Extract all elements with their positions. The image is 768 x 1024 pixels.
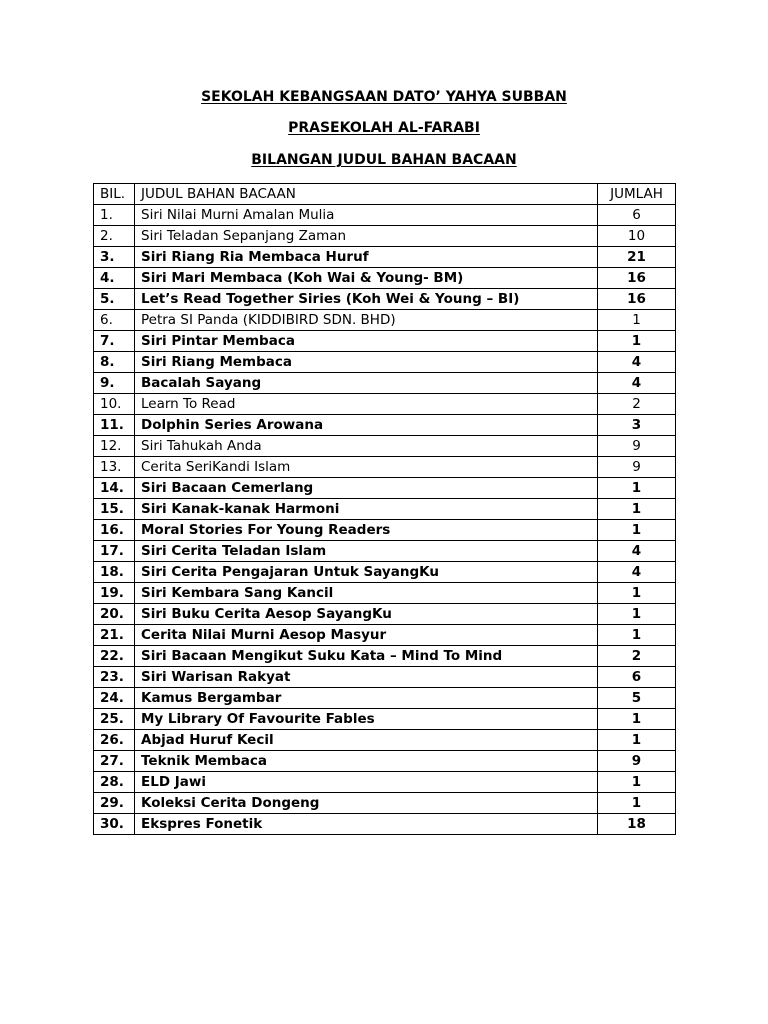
- row-number-cell: 5.: [94, 289, 135, 310]
- row-count-cell: 1: [598, 331, 676, 352]
- row-title-cell: Dolphin Series Arowana: [135, 415, 598, 436]
- row-number-cell: 10.: [94, 394, 135, 415]
- row-number-cell: 23.: [94, 667, 135, 688]
- row-number-cell: 1.: [94, 205, 135, 226]
- row-title-cell: Let’s Read Together Siries (Koh Wei & Young – BI): [135, 289, 598, 310]
- row-number-cell: 12.: [94, 436, 135, 457]
- row-count-cell: 1: [598, 772, 676, 793]
- row-number-cell: 25.: [94, 709, 135, 730]
- table-body: [94, 205, 676, 835]
- table-row: [94, 646, 676, 667]
- table-row: [94, 415, 676, 436]
- row-number-cell: 6.: [94, 310, 135, 331]
- table-row: [94, 205, 676, 226]
- row-count-cell: 21: [598, 247, 676, 268]
- header-judul: JUDUL BAHAN BACAAN: [135, 184, 598, 205]
- row-number-cell: 21.: [94, 625, 135, 646]
- table-row: [94, 772, 676, 793]
- preschool-name-heading: PRASEKOLAH AL-FARABI: [288, 120, 480, 136]
- row-number-cell: 28.: [94, 772, 135, 793]
- row-count-cell: 4: [598, 373, 676, 394]
- row-number-cell: 26.: [94, 730, 135, 751]
- table-row: [94, 583, 676, 604]
- row-number-cell: 17.: [94, 541, 135, 562]
- row-count-cell: 1: [598, 478, 676, 499]
- row-title-cell: Siri Riang Membaca: [135, 352, 598, 373]
- row-number-cell: 18.: [94, 562, 135, 583]
- school-name-heading: SEKOLAH KEBANGSAAN DATO’ YAHYA SUBBAN: [201, 89, 567, 105]
- table-row: [94, 709, 676, 730]
- table-row: [94, 331, 676, 352]
- row-title-cell: Ekspres Fonetik: [135, 814, 598, 835]
- row-title-cell: Siri Cerita Pengajaran Untuk SayangKu: [135, 562, 598, 583]
- row-count-cell: 9: [598, 751, 676, 772]
- row-count-cell: 1: [598, 709, 676, 730]
- row-number-cell: 4.: [94, 268, 135, 289]
- row-title-cell: Siri Warisan Rakyat: [135, 667, 598, 688]
- row-count-cell: 1: [598, 520, 676, 541]
- row-title-cell: Siri Kembara Sang Kancil: [135, 583, 598, 604]
- table-row: [94, 751, 676, 772]
- table-row: [94, 289, 676, 310]
- row-number-cell: 3.: [94, 247, 135, 268]
- row-title-cell: Siri Buku Cerita Aesop SayangKu: [135, 604, 598, 625]
- row-count-cell: 1: [598, 310, 676, 331]
- table-header-row: [94, 184, 676, 205]
- table-row: [94, 730, 676, 751]
- row-count-cell: 16: [598, 289, 676, 310]
- table-row: [94, 604, 676, 625]
- row-number-cell: 8.: [94, 352, 135, 373]
- row-title-cell: ELD Jawi: [135, 772, 598, 793]
- row-number-cell: 24.: [94, 688, 135, 709]
- table-row: [94, 814, 676, 835]
- row-title-cell: Moral Stories For Young Readers: [135, 520, 598, 541]
- row-count-cell: 4: [598, 562, 676, 583]
- row-title-cell: Cerita SeriKandi Islam: [135, 457, 598, 478]
- document-title-heading: BILANGAN JUDUL BAHAN BACAAN: [251, 152, 517, 168]
- row-title-cell: Teknik Membaca: [135, 751, 598, 772]
- row-number-cell: 11.: [94, 415, 135, 436]
- table-row: [94, 373, 676, 394]
- row-count-cell: 1: [598, 730, 676, 751]
- row-number-cell: 29.: [94, 793, 135, 814]
- row-number-cell: 30.: [94, 814, 135, 835]
- row-title-cell: Siri Pintar Membaca: [135, 331, 598, 352]
- table-row: [94, 457, 676, 478]
- row-number-cell: 9.: [94, 373, 135, 394]
- row-count-cell: 1: [598, 499, 676, 520]
- row-count-cell: 3: [598, 415, 676, 436]
- row-count-cell: 9: [598, 436, 676, 457]
- reading-materials-table: [93, 183, 676, 835]
- row-title-cell: Siri Kanak-kanak Harmoni: [135, 499, 598, 520]
- row-title-cell: Koleksi Cerita Dongeng: [135, 793, 598, 814]
- row-title-cell: Siri Riang Ria Membaca Huruf: [135, 247, 598, 268]
- table-row: [94, 268, 676, 289]
- row-count-cell: 18: [598, 814, 676, 835]
- row-count-cell: 2: [598, 394, 676, 415]
- table-row: [94, 520, 676, 541]
- row-title-cell: Kamus Bergambar: [135, 688, 598, 709]
- row-count-cell: 6: [598, 667, 676, 688]
- row-title-cell: Bacalah Sayang: [135, 373, 598, 394]
- row-title-cell: Petra SI Panda (KIDDIBIRD SDN. BHD): [135, 310, 598, 331]
- header-bil: BIL.: [94, 184, 135, 205]
- row-count-cell: 10: [598, 226, 676, 247]
- table-row: [94, 436, 676, 457]
- row-title-cell: Siri Teladan Sepanjang Zaman: [135, 226, 598, 247]
- row-number-cell: 15.: [94, 499, 135, 520]
- row-title-cell: Siri Tahukah Anda: [135, 436, 598, 457]
- table-row: [94, 688, 676, 709]
- row-count-cell: 5: [598, 688, 676, 709]
- table-row: [94, 352, 676, 373]
- row-count-cell: 16: [598, 268, 676, 289]
- row-count-cell: 1: [598, 625, 676, 646]
- row-count-cell: 1: [598, 583, 676, 604]
- row-number-cell: 27.: [94, 751, 135, 772]
- row-count-cell: 9: [598, 457, 676, 478]
- table-row: [94, 562, 676, 583]
- row-title-cell: My Library Of Favourite Fables: [135, 709, 598, 730]
- row-title-cell: Siri Bacaan Mengikut Suku Kata – Mind To Mind: [135, 646, 598, 667]
- row-count-cell: 6: [598, 205, 676, 226]
- table-row: [94, 247, 676, 268]
- table-row: [94, 625, 676, 646]
- row-count-cell: 4: [598, 541, 676, 562]
- row-title-cell: Siri Cerita Teladan Islam: [135, 541, 598, 562]
- row-count-cell: 2: [598, 646, 676, 667]
- table-row: [94, 793, 676, 814]
- table-row: [94, 226, 676, 247]
- row-count-cell: 4: [598, 352, 676, 373]
- table-row: [94, 478, 676, 499]
- header-jumlah: JUMLAH: [598, 184, 676, 205]
- row-count-cell: 1: [598, 793, 676, 814]
- row-title-cell: Learn To Read: [135, 394, 598, 415]
- row-number-cell: 16.: [94, 520, 135, 541]
- table-row: [94, 394, 676, 415]
- row-number-cell: 14.: [94, 478, 135, 499]
- row-title-cell: Abjad Huruf Kecil: [135, 730, 598, 751]
- row-title-cell: Cerita Nilai Murni Aesop Masyur: [135, 625, 598, 646]
- row-number-cell: 20.: [94, 604, 135, 625]
- row-count-cell: 1: [598, 604, 676, 625]
- table-row: [94, 541, 676, 562]
- row-number-cell: 19.: [94, 583, 135, 604]
- row-title-cell: Siri Nilai Murni Amalan Mulia: [135, 205, 598, 226]
- table-row: [94, 667, 676, 688]
- table-row: [94, 310, 676, 331]
- row-number-cell: 2.: [94, 226, 135, 247]
- row-number-cell: 22.: [94, 646, 135, 667]
- row-title-cell: Siri Mari Membaca (Koh Wai & Young- BM): [135, 268, 598, 289]
- row-title-cell: Siri Bacaan Cemerlang: [135, 478, 598, 499]
- row-number-cell: 13.: [94, 457, 135, 478]
- table-row: [94, 499, 676, 520]
- row-number-cell: 7.: [94, 331, 135, 352]
